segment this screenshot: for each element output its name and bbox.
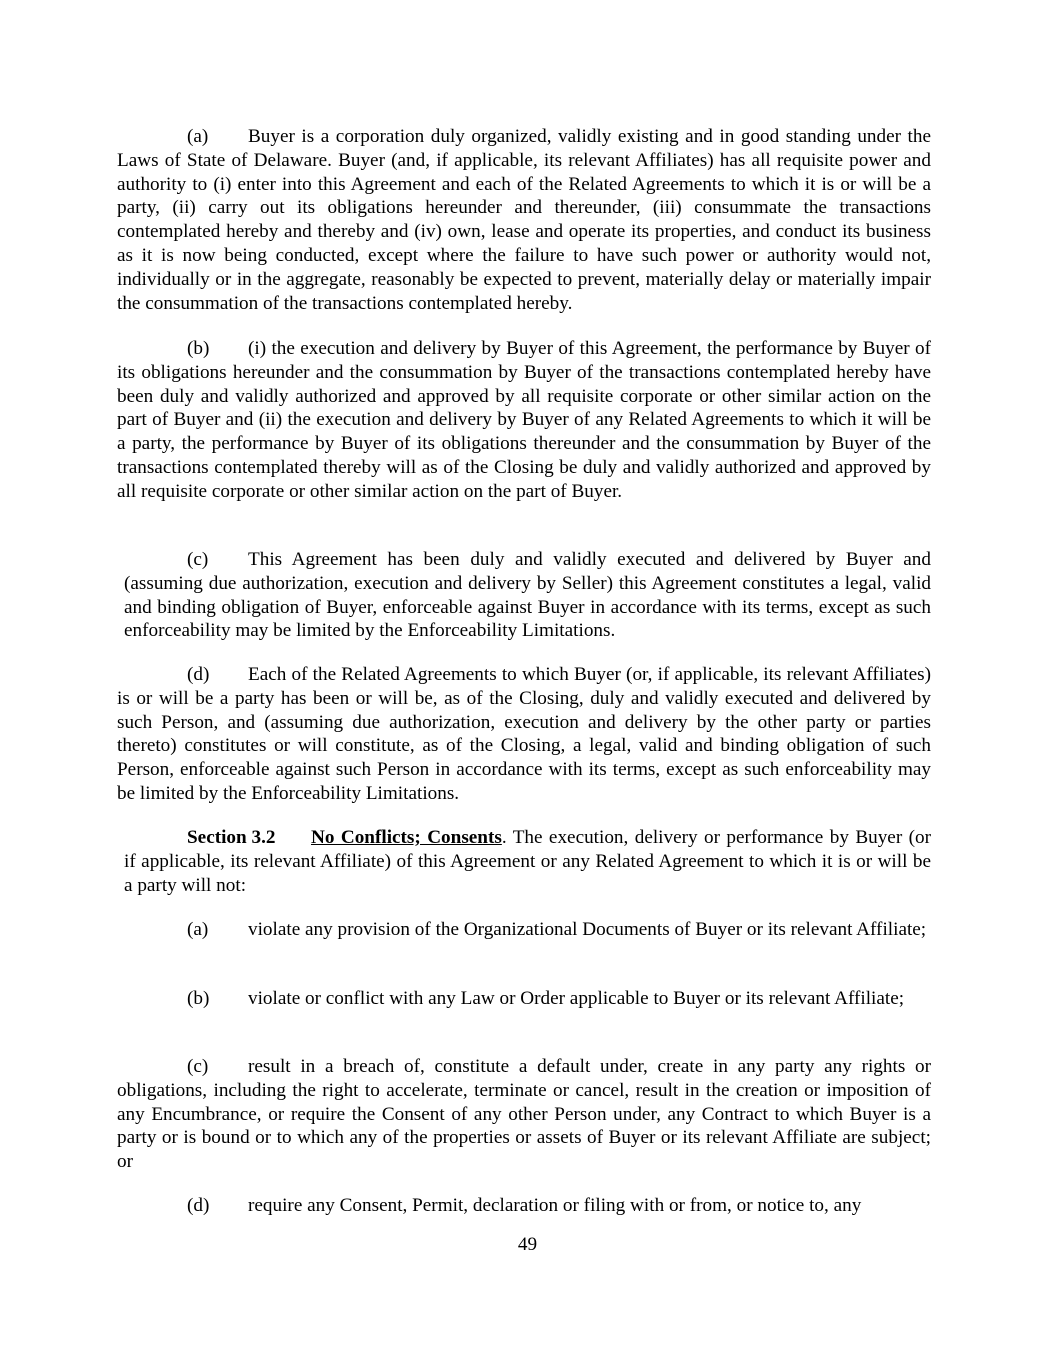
item-a-text: violate any provision of the Organizational Documents of Buyer or its relevant Affiliate; — [248, 919, 927, 940]
paragraph-d-text: Each of the Related Agreements to which Buyer (or, if applicable, its relevant Affiliates) is or will be a party has been or will be, as of the Closing, duly and validly executed and delivered by such Person, and (assuming due authorization, execution and delivery by the other party or parties thereto) constitutes or will constitute, as of the Closing, a legal, valid and binding obligation of such Person, enforceable against such Person in accordance with its terms, except as such enforceability may be limited by the Enforceability Limitations. — [117, 664, 931, 804]
item-c-label: (c) — [187, 1056, 209, 1077]
item-c-text: result in a breach of, constitute a default under, create in any party any rights or obligations, including the right to accelerate, terminate or cancel, result in the creation or imposition of any Encumbrance, or require the Consent of any other Person under, any Contract to which Buyer is a party or is bound or to which any of the properties or assets of Buyer or its relevant Affiliate are subject; or — [117, 1056, 931, 1173]
item-a — [89, 918, 931, 942]
paragraph-a-text: Buyer is a corporation duly organized, validly existing and in good standing under the Laws of State of Delaware. Buyer (and, if applicable, its relevant Affiliates) has all requisite power and authority to (i) enter into this Agreement and each of the Related Agreements to which it is or will be a party, (ii) carry out its obligations hereunder and thereunder, (iii) consummate the transactions contemplated hereby and thereby and (iv) own, lease and operate its properties, and conduct its business as it is now being conducted, except where the failure to have such power or authority would not, individually or in the aggregate, reasonably be expected to prevent, materially delay or materially impair the consummation of the transactions contemplated hereby. — [117, 126, 931, 314]
item-b-label: (b) — [187, 988, 210, 1009]
page-number: 49 — [517, 1234, 538, 1255]
section-intro-text: . The execution, delivery or performance by Buyer (or if applicable, its relevant Affiliate) of this Agreement or any Related Agreement to which it is or will be a party will not: — [124, 827, 931, 896]
paragraph-a — [117, 125, 931, 315]
paragraph-a-label: (a) — [187, 126, 209, 147]
item-b-text: violate or conflict with any Law or Order applicable to Buyer or its relevant Affiliate; — [248, 988, 905, 1009]
item-c — [117, 1055, 931, 1174]
section-3-2 — [124, 826, 931, 897]
paragraph-b-text: (i) the execution and delivery by Buyer of this Agreement, the performance by Buyer of its obligations hereunder and the consummation by Buyer of the transactions contemplated hereby have been duly and validly authorized and approved by all requisite corporate or other similar action on the part of Buyer and (ii) the execution and delivery by Buyer of any Related Agreements to which it will be a party, the performance by Buyer of its obligations thereunder and the consummation by Buyer of the transactions contemplated thereby will as of the Closing be duly and validly authorized and approved by all requisite corporate or other similar action on the part of Buyer. — [117, 338, 931, 502]
paragraph-b-label: (b) — [187, 338, 210, 359]
paragraph-b — [117, 337, 931, 504]
section-number: Section 3.2 — [187, 827, 276, 848]
item-b — [89, 987, 931, 1011]
section-title: No Conflicts; Consents — [311, 827, 502, 848]
item-d-label: (d) — [187, 1195, 210, 1216]
paragraph-d-label: (d) — [187, 664, 210, 685]
paragraph-c — [124, 548, 931, 643]
item-d-text: require any Consent, Permit, declaration or filing with or from, or notice to, any — [248, 1195, 862, 1216]
item-d — [117, 1194, 931, 1218]
paragraph-d — [117, 663, 931, 806]
item-a-label: (a) — [187, 919, 209, 940]
paragraph-c-text: This Agreement has been duly and validly executed and delivered by Buyer and (assuming due authorization, execution and delivery by Seller) this Agreement constitutes a legal, valid and binding obligation of Buyer, enforceable against Buyer in accordance with its terms, except as such enforceability may be limited by the Enforceability Limitations. — [124, 549, 931, 642]
paragraph-c-label: (c) — [187, 549, 209, 570]
